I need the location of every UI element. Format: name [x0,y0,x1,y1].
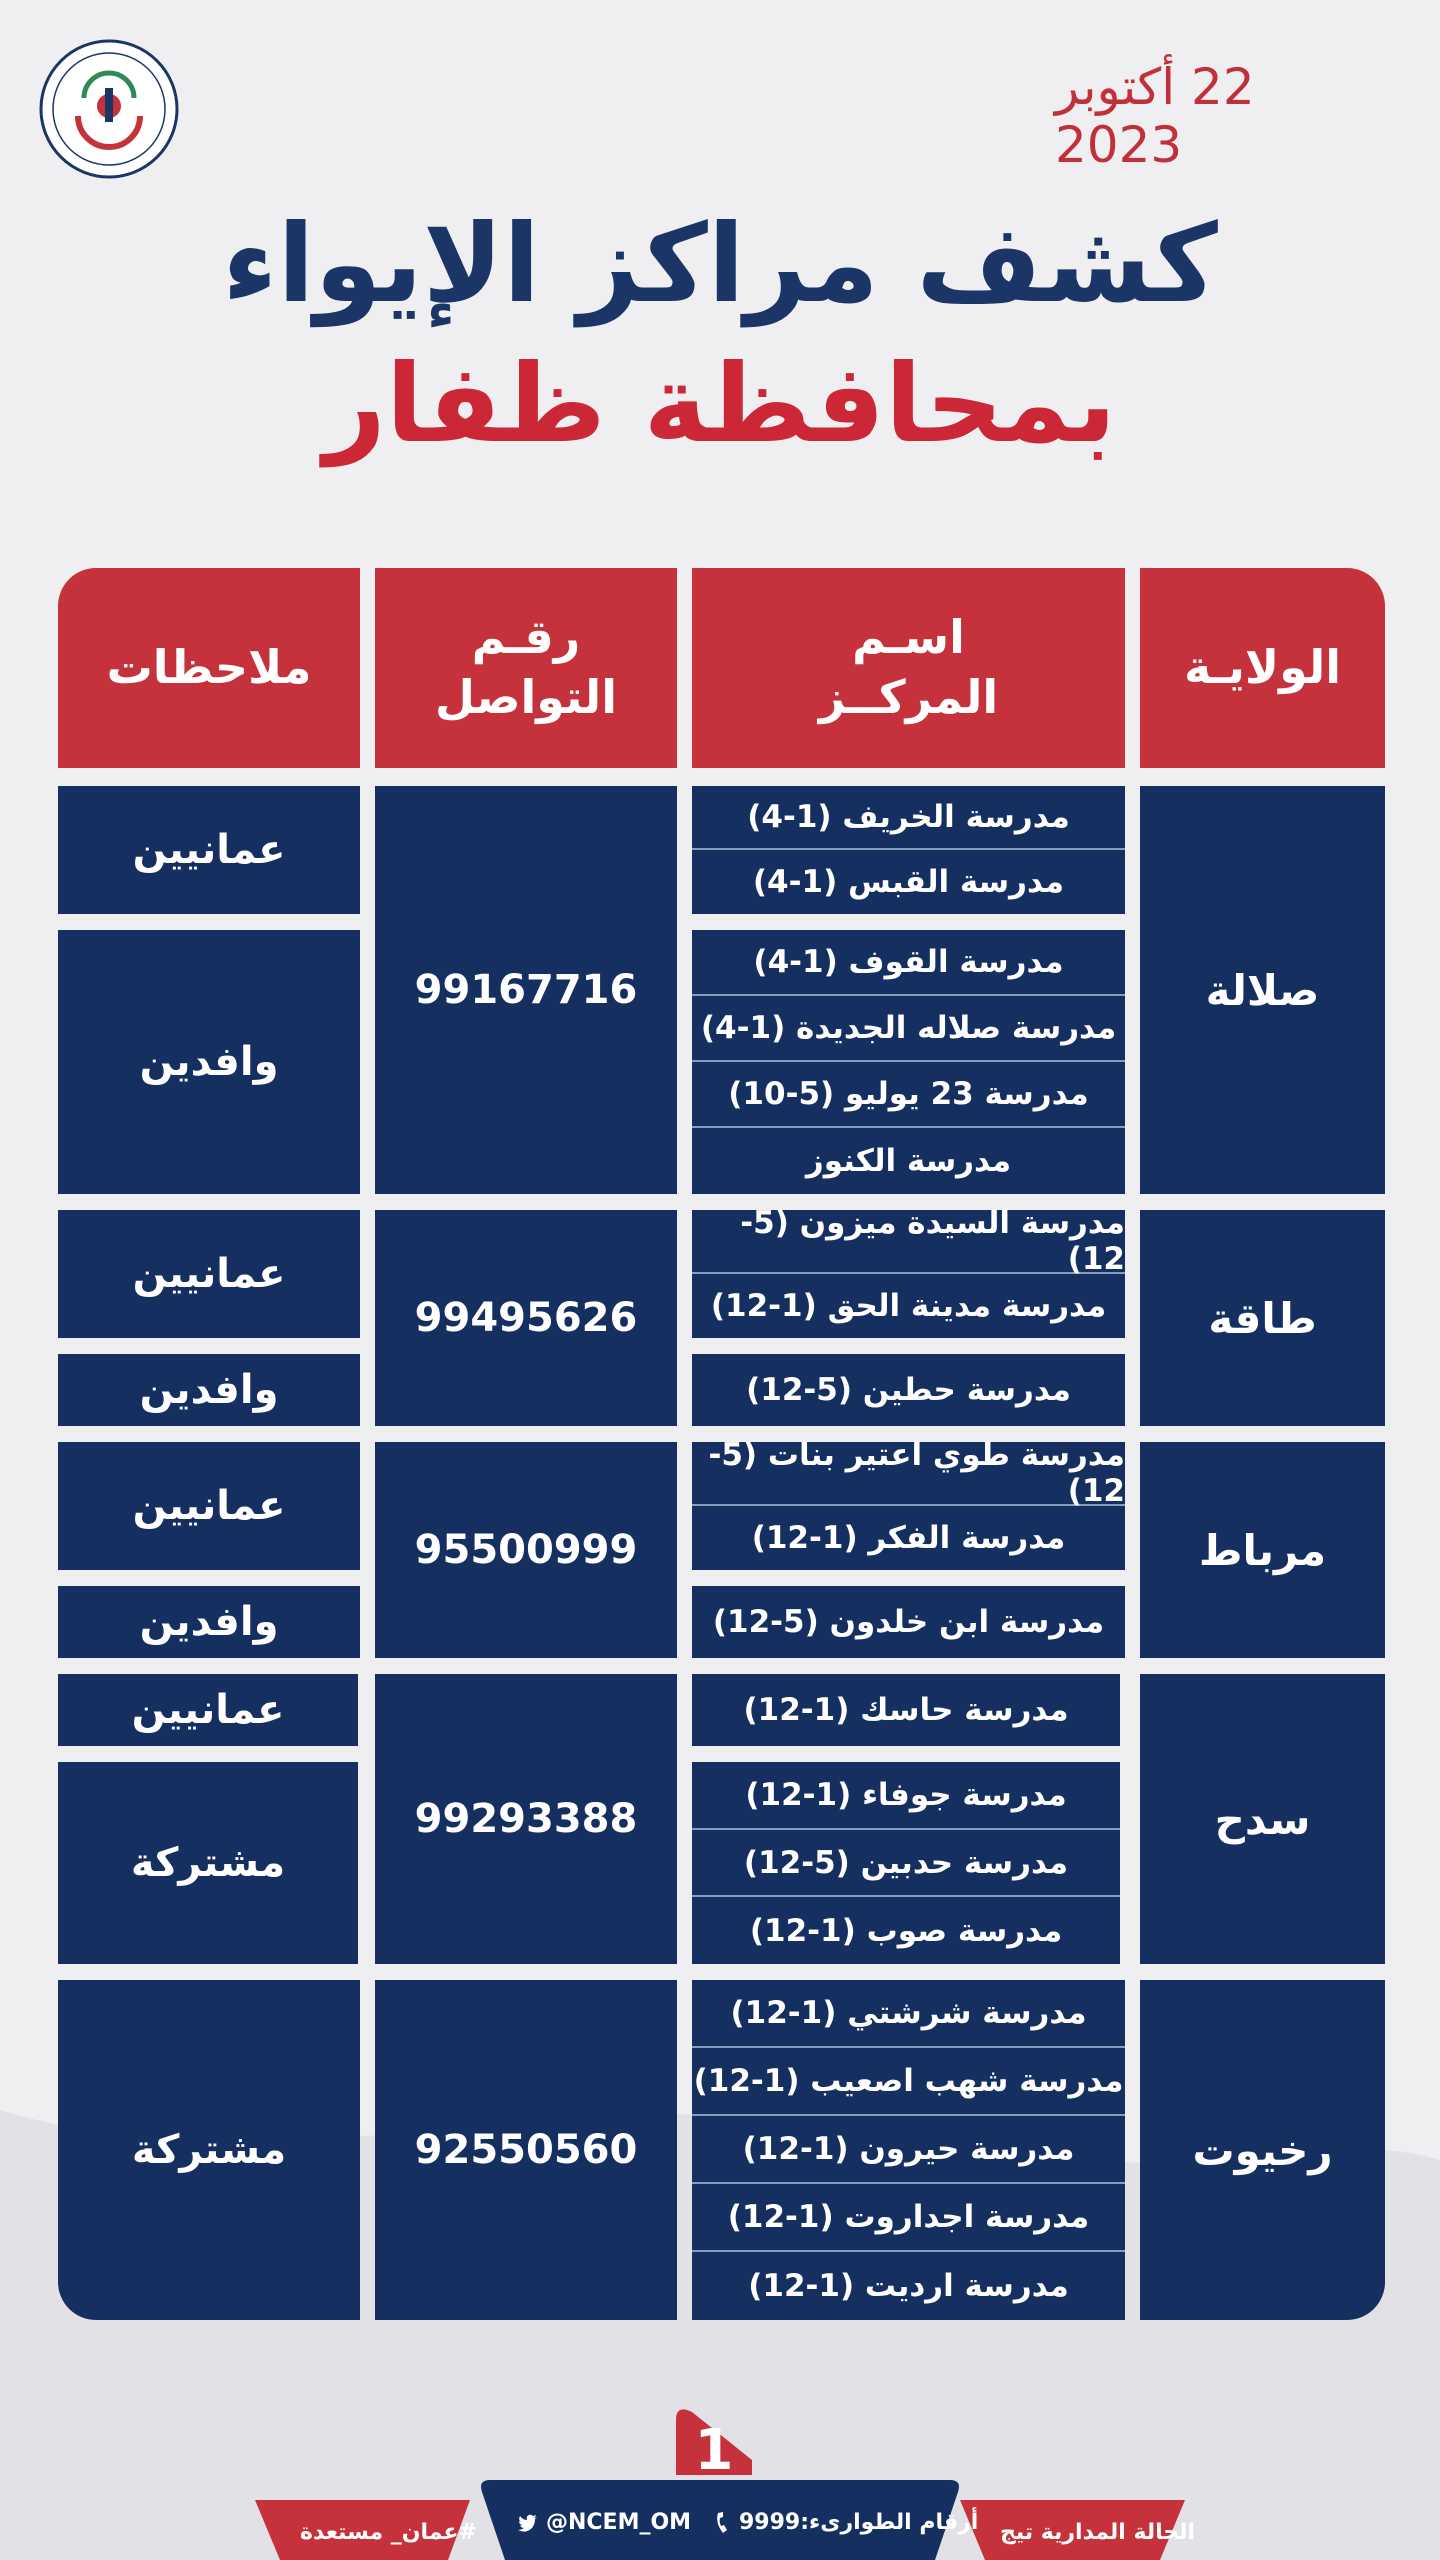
school-row [692,1762,1120,1830]
page-subtitle: بمحافظة ظفار [323,342,1117,467]
header-center-name-line2: المركــز [818,670,999,724]
school-name: مدرسة الفكر (1-12) [751,1520,1066,1556]
school-row [692,1980,1125,2048]
wilayat-cell [1140,786,1385,1194]
school-name: مدرسة القوف (1-4) [753,944,1064,980]
wilayat-cell [1140,1210,1385,1426]
school-name: مدرسة شهب اصعيب (1-12) [693,2063,1124,2099]
wilayat-cell [1140,1980,1385,2320]
schools-group [692,1674,1120,1746]
footer-twitter[interactable] [518,2510,691,2535]
school-name: مدرسة مدينة الحق (1-12) [710,1288,1107,1324]
school-row [692,786,1125,850]
twitter-icon [518,2514,538,2532]
header-center-name [692,568,1125,768]
school-row [692,1674,1120,1746]
note-cell [58,1674,358,1746]
phone-cell [375,1442,677,1658]
schools-group [692,1586,1125,1658]
school-row [692,2116,1125,2184]
schools-group [692,1437,1125,1570]
phone-number: 99293388 [414,1796,638,1842]
schools-group [692,786,1125,914]
school-name: مدرسة ارديت (1-12) [748,2268,1069,2304]
school-row [692,850,1125,914]
header-wilayat-text: الولايـة [1183,640,1342,695]
phone-number: 99167716 [414,967,638,1013]
note-text: مشتركة [131,2127,287,2173]
school-row [692,1506,1125,1570]
school-row [692,930,1125,996]
school-name: مدرسة ابن خلدون (5-12) [712,1604,1105,1640]
school-name: مدرسة شرشتي (1-12) [730,1995,1087,2031]
footer-emergency-text: أرقام الطوارىء:9999 [739,2510,979,2535]
phone-number: 99495626 [414,1295,638,1341]
header-notes [58,568,360,768]
school-name: مدرسة اجداروت (1-12) [727,2199,1090,2235]
note-text: وافدين [139,1367,279,1413]
schools-group [692,1762,1120,1964]
school-row [692,1274,1125,1338]
school-name: مدرسة حاسك (1-12) [743,1692,1069,1728]
footer-hashtag: #عمان_ مستعدة [300,2520,478,2545]
header-contact-line2: التواصل [435,670,617,724]
phone-number: 95500999 [414,1527,638,1573]
note-cell [58,786,360,914]
header-notes-text: ملاحظات [106,640,312,695]
schools-group [692,930,1125,1194]
phone-cell [375,1980,677,2320]
school-name: مدرسة صلاله الجديدة (1-4) [700,1010,1117,1046]
school-row [692,2252,1125,2320]
note-cell [58,1354,360,1426]
note-text: وافدين [139,1039,279,1085]
note-cell [58,1980,360,2320]
school-name: مدرسة 23 يوليو (5-10) [728,1076,1089,1112]
school-name: مدرسة طوي اعتير بنات (5-12) [708,1437,1125,1509]
header-wilayat [1140,568,1385,768]
school-name: مدرسة القبس (1-4) [752,864,1065,900]
school-row [692,1897,1120,1964]
school-name: مدرسة صوب (1-12) [749,1912,1063,1949]
school-name: مدرسة السيدة ميزون (5-12) [740,1205,1125,1277]
school-row [692,1205,1125,1277]
footer-emergency [715,2510,978,2535]
note-cell [58,1762,358,1964]
phone-cell [375,786,677,1194]
wilayat-name: رخيوت [1192,2125,1333,2175]
school-row [692,1830,1120,1897]
page-number: 1 [694,2418,734,2483]
schools-group [692,1205,1125,1338]
phone-cell [375,1674,677,1964]
school-row [692,1586,1125,1658]
wilayat-name: مرباط [1198,1525,1327,1575]
note-text: عمانيين [132,1251,286,1297]
header-contact-line1: رقـم [471,610,581,665]
school-row [692,1354,1125,1426]
school-row [692,2184,1125,2252]
note-cell [58,1586,360,1658]
school-row [692,1437,1125,1509]
footer-status: الحالة المدارية تيج [1000,2520,1196,2545]
wilayat-name: سدح [1214,1794,1311,1844]
footer-twitter-text: @NCEM_OM [546,2510,692,2535]
note-cell [58,1442,360,1570]
note-cell [58,1210,360,1338]
page-title: كشف مراكز الإيواء [222,202,1218,327]
note-text: عمانيين [132,1483,286,1529]
school-row [692,1062,1125,1128]
header-center-name-line1: اسـم [852,610,965,665]
school-name: مدرسة حيرون (1-12) [742,2131,1075,2167]
phone-cell [375,1210,677,1426]
school-row [692,2048,1125,2116]
phone-icon [715,2511,731,2535]
header-contact [375,568,677,768]
school-name: مدرسة حطين (5-12) [746,1372,1071,1408]
note-text: عمانيين [131,1687,285,1733]
ncem-logo [38,38,180,180]
wilayat-cell [1140,1674,1385,1964]
school-name: مدرسة الكنوز [805,1143,1012,1179]
schools-group [692,1980,1125,2320]
school-name: مدرسة الخريف (1-4) [747,799,1070,835]
note-text: مشتركة [130,1840,286,1886]
phone-number: 92550560 [414,2127,638,2173]
schools-group [692,1354,1125,1426]
wilayat-name: صلالة [1205,965,1320,1015]
school-name: مدرسة جوفاء (1-12) [745,1777,1067,1813]
wilayat-cell [1140,1442,1385,1658]
wilayat-name: طاقة [1208,1293,1317,1343]
school-row [692,996,1125,1062]
note-text: عمانيين [132,827,286,873]
note-cell [58,930,360,1194]
school-name: مدرسة حدبين (5-12) [743,1844,1069,1881]
school-row [692,1128,1125,1194]
note-text: وافدين [139,1599,279,1645]
date-label: 22 أكتوبر 2023 [1055,58,1255,174]
